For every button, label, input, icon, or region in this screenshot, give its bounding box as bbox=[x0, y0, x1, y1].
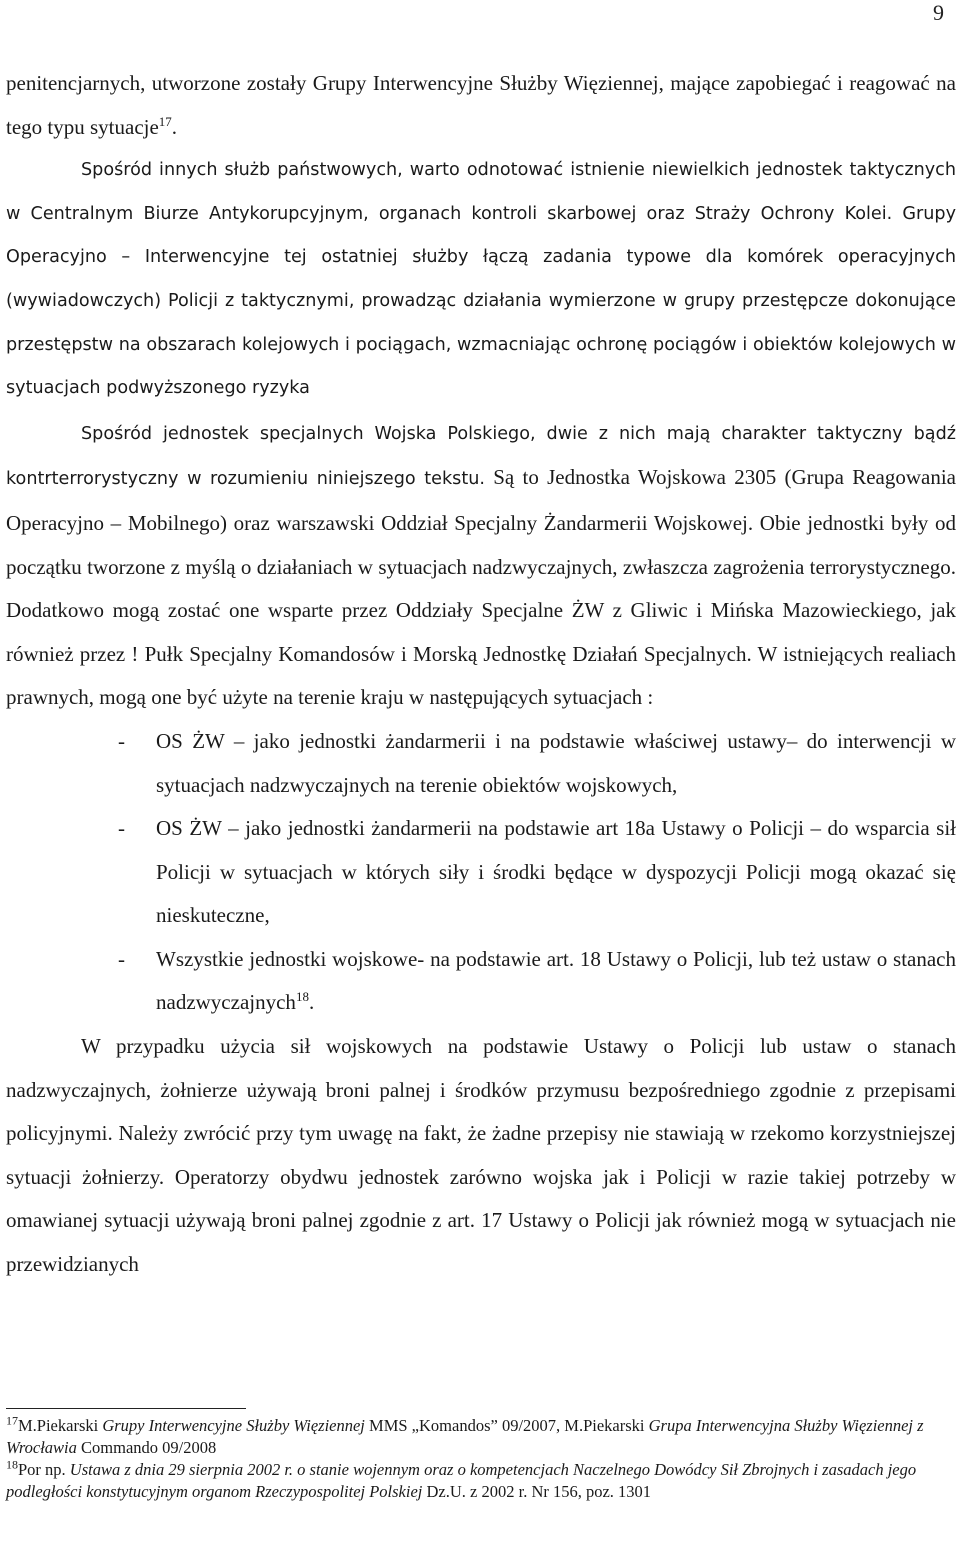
footnote-title: Grupy Interwencyjne Służby Więziennej bbox=[102, 1416, 365, 1435]
paragraph-3 bbox=[6, 411, 956, 720]
footnote-text: Dz.U. z 2002 r. Nr 156, poz. 1301 bbox=[422, 1482, 652, 1501]
footnotes bbox=[6, 1408, 956, 1503]
footnote-text: Commando 09/2008 bbox=[76, 1438, 217, 1457]
paragraph-1-text: penitencjarnych, utworzone zostały Grupy Interwencyjne Służby Więziennej, mające zapobiegać i reagować na tego typu sytuacje bbox=[6, 71, 956, 139]
footnote-text: M.Piekarski bbox=[18, 1416, 103, 1435]
footnote-17 bbox=[6, 1415, 956, 1459]
paragraph-4: W przypadku użycia sił wojskowych na podstawie Ustawy o Policji lub ustaw o stanach nadzwyczajnych, żołnierze używają broni palnej i środków przymusu bezpośredniego zgodnie z przepisami policyjnymi. Należy zwrócić przy tym uwagę na fakt, że żadne przepisy nie stawiają w rzekomo korzystniejszej sytuacji żołnierzy. Operatorzy obydwu jednostek zarówno wojska jak i Policji w razie takiej potrzeby w omawianej sytuacji używają broni palnej zgodnie z art. 17 Ustawy o Policji jak również mogą w sytuacjach nie przewidzianych bbox=[6, 1034, 956, 1277]
footnote-title: Grupa Interwencyjna Służby Więziennej z Wrocławia bbox=[6, 1416, 924, 1457]
bullet-list bbox=[6, 720, 956, 1025]
paragraph-2: Spośród innych służb państwowych, warto odnotować istnienie niewielkich jednostek taktycznych w Centralnym Biurze Antykorupcyjnym, organach kontroli skarbowej oraz Straży Ochrony Kolei. Grupy Operacyjno – Interwencyjne tej ostatniej służby łączą zadania typowe dla komórek operacyjnych (wywiadowczych) Policji z taktycznymi, prowadząc działania wymierzone w grupy przestępcze dokonujące przestępstw na obszarach kolejowych i pociągach, wzmacniając ochronę pociągów i obiektów kolejowych w sytuacjach podwyższonego ryzyka bbox=[6, 160, 956, 399]
footnote-text: MMS „Komandos” 09/2007, M.Piekarski bbox=[364, 1416, 649, 1435]
list-item bbox=[6, 807, 956, 938]
paragraph-3-sans: Spośród jednostek specjalnych Wojska Polskiego, dwie z nich mają charakter taktyczny bądź kontrterrorystyczny w rozumieniu niniejszego tekstu. bbox=[6, 423, 956, 490]
footnote-text: Por np. bbox=[18, 1460, 70, 1479]
footnote-ref-17: 17 bbox=[158, 113, 172, 129]
paragraph-1-end: . bbox=[171, 114, 178, 139]
list-item bbox=[6, 720, 956, 807]
paragraph-3-serif: Są to Jednostka Wojskowa 2305 (Grupa Reagowania Operacyjno – Mobilnego) oraz warszawski Oddział Specjalny Żandarmerii Wojskowej. Obie jednostki były od początku tworzone z myślą o działaniach w sytuacjach nadzwyczajnych, zwłaszcza zagrożenia terrorystycznego. Dodatkowo mogą zostać one wsparte przez Oddziały Specjalne ŻW z Gliwic i Mińska Mazowieckiego, jak również przez ! Pułk Specjalny Komandosów i Morską Jednostkę Działań Specjalnych. W istniejących realiach prawnych, mogą one być użyte na terenie kraju w następujących sytuacjach : bbox=[6, 465, 957, 710]
list-item-text: OS ŻW – jako jednostki żandarmerii i na podstawie właściwej ustawy– do interwencji w sytuacjach nadzwyczajnych na terenie obiektów wojskowych, bbox=[156, 728, 956, 797]
list-item-text: Wszystkie jednostki wojskowe- na podstawie art. 18 Ustawy o Policji, lub też ustaw o stanach nadzwyczajnych bbox=[156, 946, 956, 1015]
page-number: 9 bbox=[933, 0, 944, 25]
footnote-18 bbox=[6, 1459, 956, 1503]
dash-marker: - bbox=[118, 816, 125, 841]
paragraph-1 bbox=[6, 62, 956, 149]
list-item-end: . bbox=[308, 990, 315, 1015]
footnote-title: Ustawa z dnia 29 sierpnia 2002 r. o stanie wojennym oraz o kompetencjach Naczelnego Dowódcy Sił Zbrojnych i zasadach jego podległości konstytucyjnym organom Rzeczypospolitej Polskiej bbox=[6, 1460, 917, 1501]
dash-marker: - bbox=[118, 728, 125, 753]
list-item-text: OS ŻW – jako jednostki żandarmerii na podstawie art 18a Ustawy o Policji – do wsparcia sił Policji w sytuacjach w których siły i środki będące w dyspozycji Policji mogą okazać się nieskuteczne, bbox=[156, 816, 956, 928]
list-item bbox=[6, 938, 956, 1025]
footnote-number: 17 bbox=[6, 1413, 18, 1428]
body-text bbox=[6, 62, 956, 1287]
footnote-divider bbox=[6, 1408, 246, 1409]
dash-marker: - bbox=[118, 946, 125, 971]
footnote-number: 18 bbox=[6, 1457, 18, 1472]
footnote-ref-18: 18 bbox=[295, 989, 309, 1005]
